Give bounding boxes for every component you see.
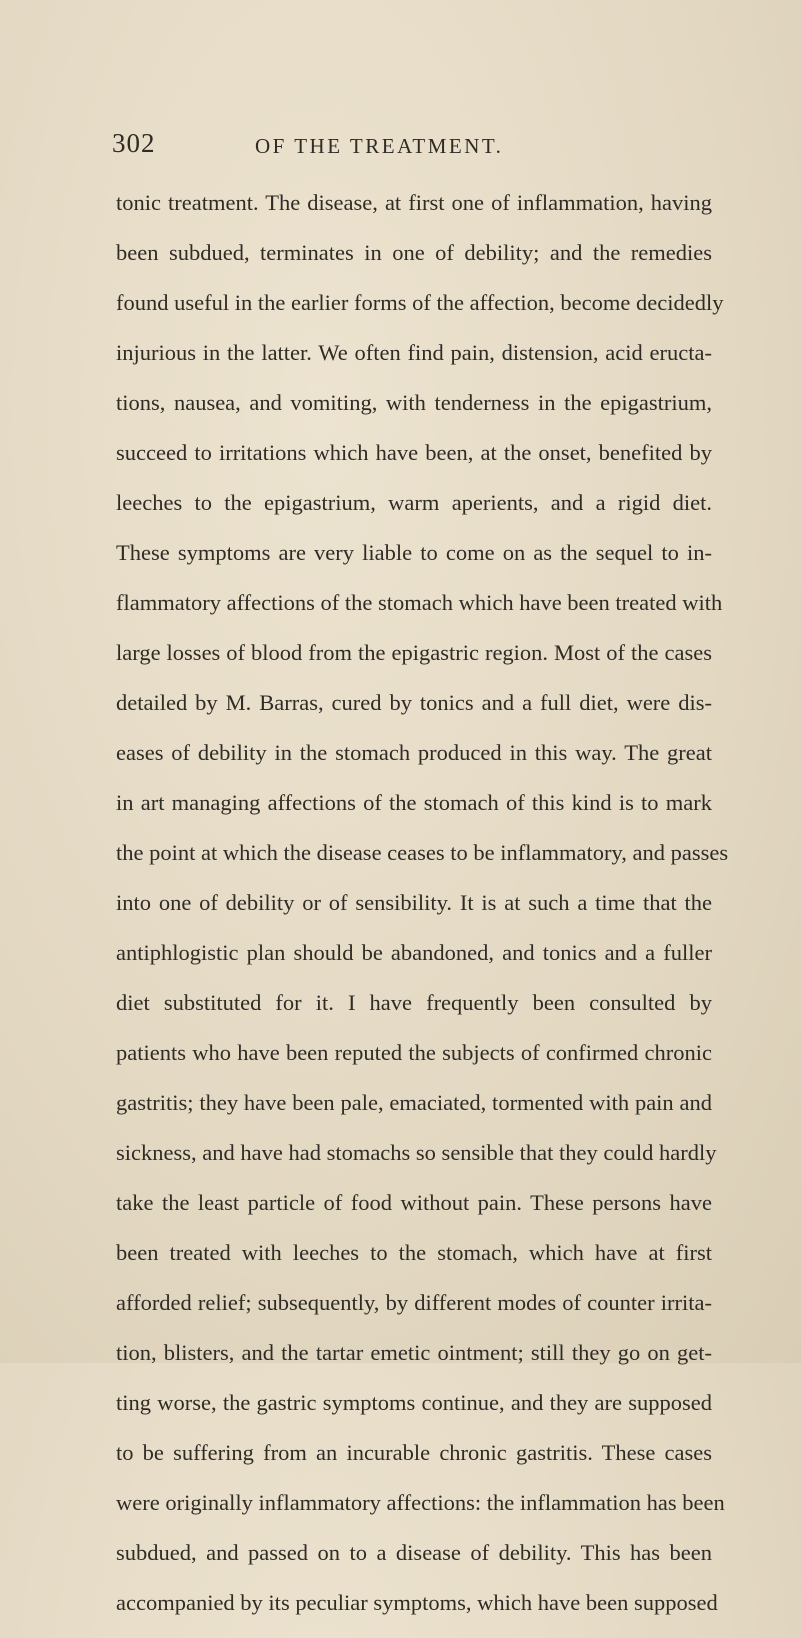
- text-line: large losses of blood from the epigastric region. Most of the cases: [116, 640, 712, 665]
- text-line: tonic treatment. The disease, at first one of inflammation, having: [116, 190, 712, 215]
- text-line: afforded relief; subsequently, by different modes of counter irrita-: [116, 1290, 712, 1315]
- text-line: ting worse, the gastric symptoms continue, and they are supposed: [116, 1390, 712, 1415]
- text-line: succeed to irritations which have been, at the onset, benefited by: [116, 440, 712, 465]
- text-line: in art managing affections of the stomach of this kind is to mark: [116, 790, 712, 815]
- text-line: gastritis; they have been pale, emaciated, tormented with pain and: [116, 1090, 712, 1115]
- text-line: tions, nausea, and vomiting, with tenderness in the epigastrium,: [116, 390, 712, 415]
- text-line: to be suffering from an incurable chronic gastritis. These cases: [116, 1440, 712, 1465]
- text-line: were originally inflammatory affections: the inflammation has been: [116, 1490, 725, 1515]
- body-text: [116, 188, 729, 1638]
- text-line: tion, blisters, and the tartar emetic ointment; still they go on get-: [116, 1340, 712, 1365]
- running-title: OF THE TREATMENT.: [255, 134, 504, 158]
- text-line: eases of debility in the stomach produced in this way. The great: [116, 740, 712, 765]
- text-line: These symptoms are very liable to come on as the sequel to in-: [116, 540, 712, 565]
- text-line: found useful in the earlier forms of the affection, become decidedly: [116, 290, 724, 315]
- text-line: been treated with leeches to the stomach, which have at first: [116, 1240, 712, 1265]
- text-line: antiphlogistic plan should be abandoned, and tonics and a fuller: [116, 940, 712, 965]
- text-line: sickness, and have had stomachs so sensible that they could hardly: [116, 1140, 717, 1165]
- text-line: accompanied by its peculiar symptoms, which have been supposed: [116, 1590, 718, 1615]
- text-line: take the least particle of food without pain. These persons have: [116, 1190, 712, 1215]
- text-line: diet substituted for it. I have frequently been consulted by: [116, 990, 712, 1015]
- text-line: detailed by M. Barras, cured by tonics and a full diet, were dis-: [116, 690, 712, 715]
- text-line: been subdued, terminates in one of debility; and the remedies: [116, 240, 712, 265]
- text-line: patients who have been reputed the subjects of confirmed chronic: [116, 1040, 712, 1065]
- text-line: leeches to the epigastrium, warm aperients, and a rigid diet.: [116, 490, 712, 515]
- page-number: 302: [112, 128, 156, 158]
- text-line: flammatory affections of the stomach which have been treated with: [116, 590, 723, 615]
- text-line: the point at which the disease ceases to be inflammatory, and passes: [116, 840, 729, 865]
- text-line: injurious in the latter. We often find pain, distension, acid eructa-: [116, 340, 712, 365]
- text-line: into one of debility or of sensibility. It is at such a time that the: [116, 890, 712, 915]
- text-line: subdued, and passed on to a disease of debility. This has been: [116, 1540, 712, 1565]
